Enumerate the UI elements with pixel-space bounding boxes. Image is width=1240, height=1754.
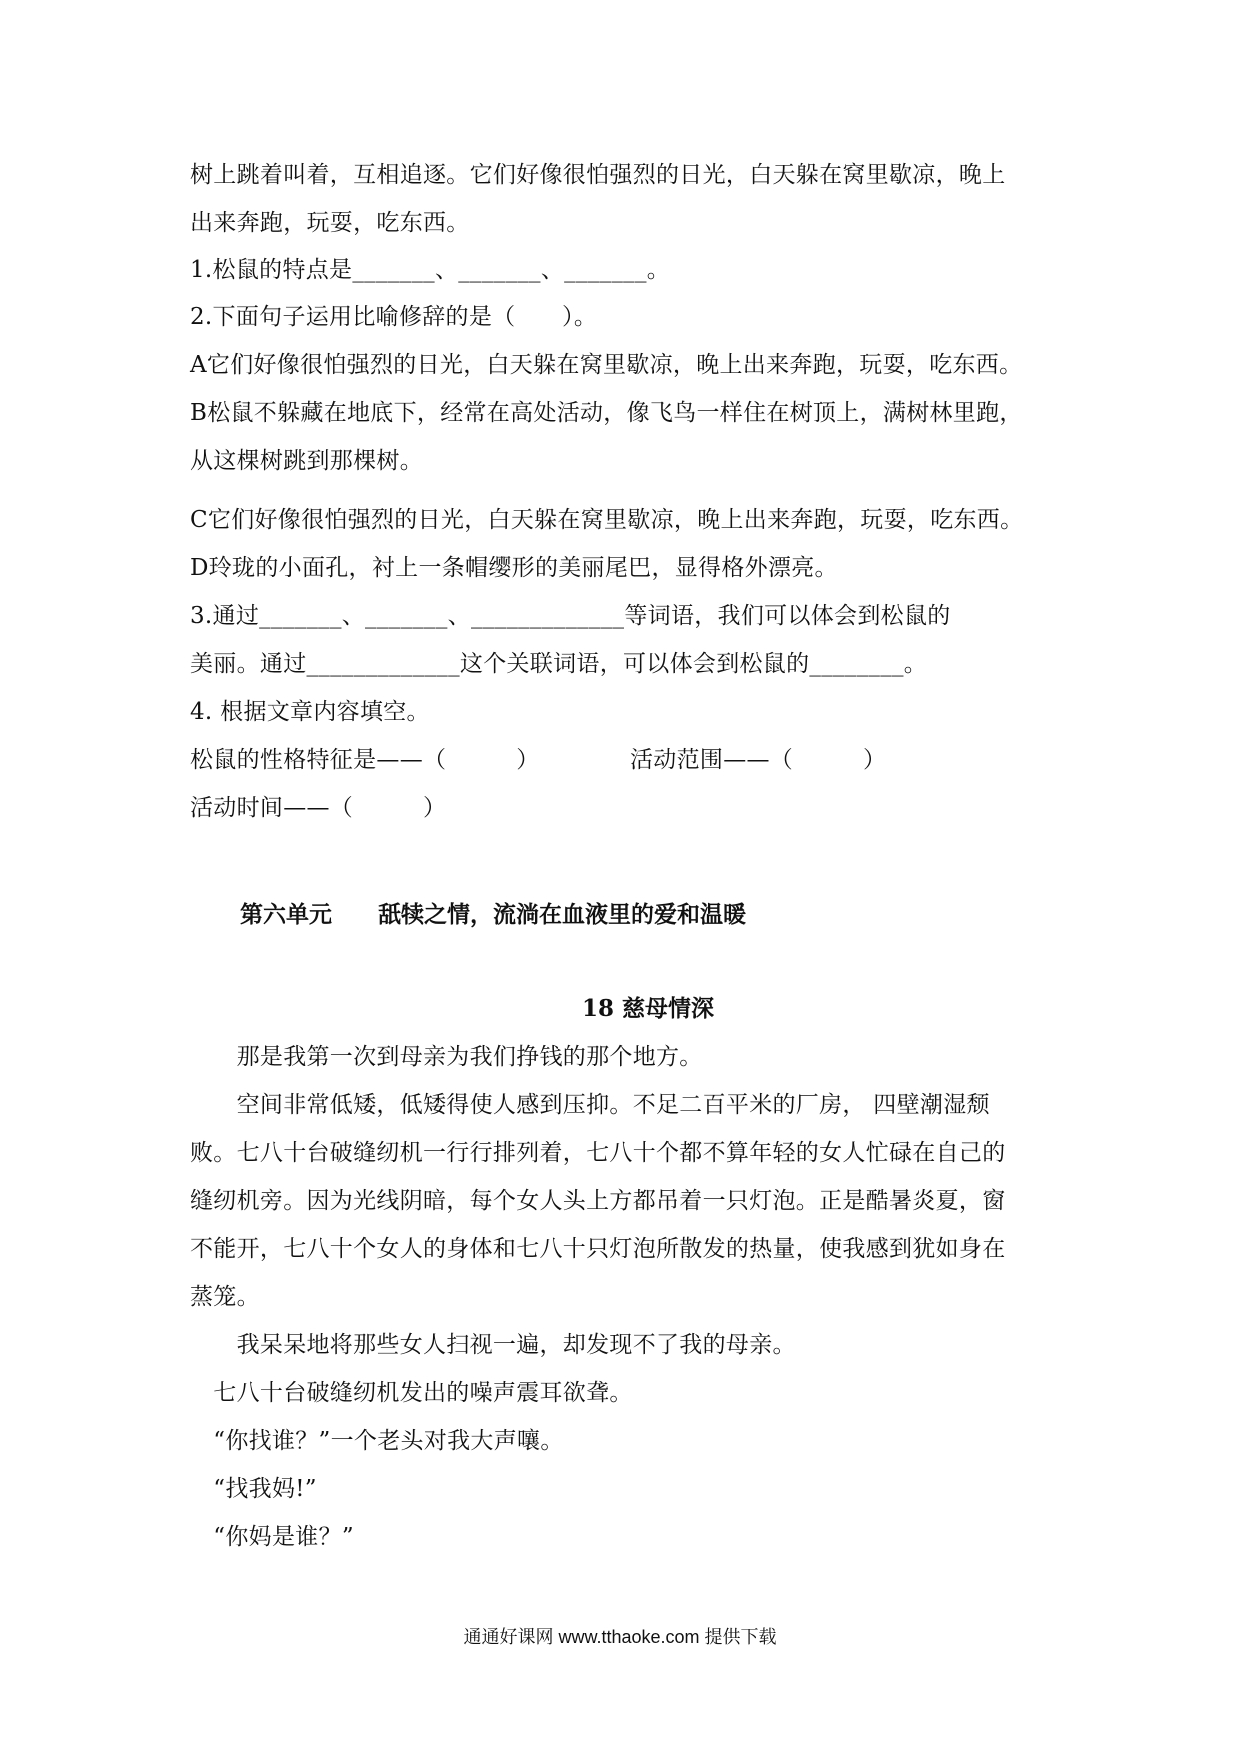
question-1: 1.松鼠的特点是_______、_______、_______。 [190, 257, 671, 283]
footer-credit: 通通好课网 www.tthaoke.com 提供下载 [463, 1627, 777, 1647]
option-a: A它们好像很怕强烈的日光，白天躲在窝里歇凉，晚上出来奔跑，玩耍，吃东西。 [190, 352, 1023, 378]
passage-line-2: 出来奔跑，玩耍，吃东西。 [190, 210, 470, 236]
lesson-line-3: 败。七八十台破缝纫机一行行排列着，七八十个都不算年轻的女人忙碌在自己的 [190, 1140, 1006, 1166]
lesson-line-7: 我呆呆地将那些女人扫视一遍，却发现不了我的母亲。 [190, 1332, 796, 1358]
option-b-continued: 从这棵树跳到那棵树。 [190, 448, 423, 474]
lesson-line-10: “找我妈!” [190, 1476, 317, 1502]
lesson-line-6: 蒸笼。 [190, 1284, 260, 1310]
question-2: 2.下面句子运用比喻修辞的是（ ）。 [190, 304, 598, 330]
q4-time: 活动时间——（ ） [190, 795, 447, 821]
lesson-line-9: “你找谁？”一个老头对我大声嚷。 [190, 1428, 564, 1454]
lesson-title: 18 慈母情深 [582, 995, 715, 1022]
q4-range: 活动范围——（ ） [630, 747, 887, 773]
lesson-line-1: 那是我第一次到母亲为我们挣钱的那个地方。 [190, 1044, 703, 1070]
lesson-line-11: “你妈是谁？” [190, 1524, 354, 1550]
question-3-line-2: 美丽。通过_____________这个关联词语，可以体会到松鼠的________。 [190, 651, 928, 677]
option-d: D玲珑的小面孔，衬上一条帽缨形的美丽尾巴，显得格外漂亮。 [190, 555, 838, 581]
option-c: C它们好像很怕强烈的日光，白天躲在窝里歇凉，晚上出来奔跑，玩耍，吃东西。 [190, 507, 1024, 533]
question-3-line-1: 3.通过_______、_______、_____________等词语，我们可以体会到松鼠的 [190, 603, 951, 629]
option-b: B松鼠不躲藏在地底下，经常在高处活动，像飞鸟一样住在树顶上，满树林里跑， [190, 400, 1023, 426]
lesson-line-8: 七八十台破缝纫机发出的噪声震耳欲聋。 [190, 1380, 633, 1406]
q4-trait: 松鼠的性格特征是——（ ） [190, 747, 540, 773]
question-4-row-1 [190, 745, 887, 775]
lesson-line-4: 缝纫机旁。因为光线阴暗，每个女人头上方都吊着一只灯泡。正是酷暑炎夏，窗 [190, 1188, 1006, 1214]
lesson-line-2: 空间非常低矮，低矮得使人感到压抑。不足二百平米的厂房， 四壁潮湿颓 [190, 1092, 990, 1118]
passage-line-1: 树上跳着叫着，互相追逐。它们好像很怕强烈的日光，白天躲在窝里歇凉，晚上 [190, 162, 1006, 188]
unit-title: 第六单元 舐犊之情，流淌在血液里的爱和温暖 [240, 901, 746, 928]
question-4: 4. 根据文章内容填空。 [190, 699, 430, 725]
lesson-line-5: 不能开，七八十个女人的身体和七八十只灯泡所散发的热量，使我感到犹如身在 [190, 1236, 1006, 1262]
